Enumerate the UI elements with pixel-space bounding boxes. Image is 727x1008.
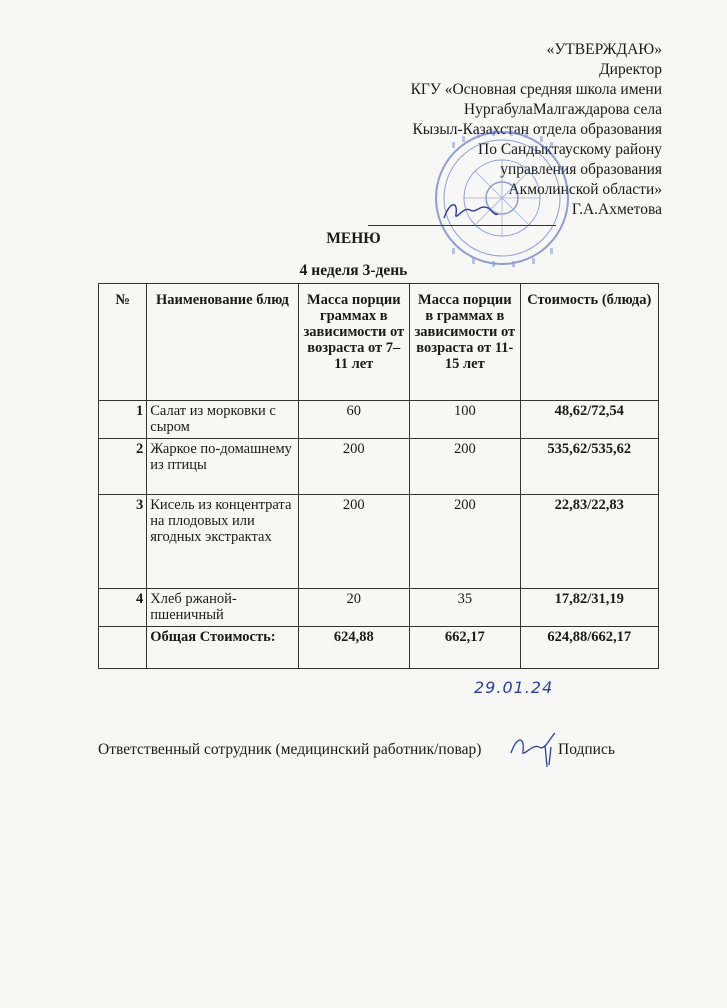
dish-name: Жаркое по-домашнему из птицы <box>147 439 298 495</box>
approval-line: Директор <box>599 61 662 78</box>
approval-line: НургабулаМалгаждарова села <box>463 101 662 118</box>
table-total-row <box>99 627 659 669</box>
row-number: 1 <box>99 401 147 439</box>
total-number-cell <box>99 627 147 669</box>
handwritten-date: 29.01.24 <box>474 678 554 697</box>
mass-7-11: 200 <box>298 495 410 589</box>
mass-11-15: 200 <box>410 439 520 495</box>
total-cost: 624,88/662,17 <box>520 627 658 669</box>
total-mass-7-11: 624,88 <box>298 627 410 669</box>
mass-7-11: 200 <box>298 439 410 495</box>
signature-label: Подпись <box>558 741 615 758</box>
dish-name: Хлеб ржаной-пшеничный <box>147 589 298 627</box>
mass-11-15: 35 <box>410 589 520 627</box>
menu-subtitle: 4 неделя 3-день <box>299 262 408 279</box>
mass-7-11: 60 <box>298 401 410 439</box>
total-mass-11-15: 662,17 <box>410 627 520 669</box>
table-row <box>99 589 659 627</box>
table-row <box>99 439 659 495</box>
menu-table <box>98 283 659 669</box>
row-number: 3 <box>99 495 147 589</box>
column-header-cost: Стоимость (блюда) <box>520 284 658 401</box>
dish-cost: 22,83/22,83 <box>520 495 658 589</box>
dish-name: Салат из морковки с сыром <box>147 401 298 439</box>
approval-line: Акмолинской области» <box>508 181 662 198</box>
menu-title: МЕНЮ <box>326 230 381 247</box>
approval-line: «УТВЕРЖДАЮ» <box>546 41 662 58</box>
table-row <box>99 401 659 439</box>
total-label: Общая Стоимость: <box>147 627 298 669</box>
approval-line: Кызыл-Казахстан отдела образования <box>412 121 662 138</box>
director-signature-icon <box>440 196 500 226</box>
footer <box>98 741 615 759</box>
mass-11-15: 100 <box>410 401 520 439</box>
cook-signature-icon <box>505 725 565 770</box>
dish-name: Кисель из концентрата на плодовых или ягодных экстрактах <box>147 495 298 589</box>
approval-line: КГУ «Основная средняя школа имени <box>410 81 662 98</box>
row-number: 4 <box>99 589 147 627</box>
approval-line: По Сандыктаускому району <box>478 141 662 158</box>
director-name: Г.А.Ахметова <box>571 201 662 218</box>
table-row <box>99 495 659 589</box>
approval-line: управления образования <box>500 161 662 178</box>
row-number: 2 <box>99 439 147 495</box>
responsible-person-label: Ответственный сотрудник (медицинский работник/повар) <box>98 741 482 758</box>
column-header-mass-11-15: Масса порции в граммах в зависимости от возраста от 11-15 лет <box>410 284 520 401</box>
mass-7-11: 20 <box>298 589 410 627</box>
dish-cost: 535,62/535,62 <box>520 439 658 495</box>
dish-cost: 17,82/31,19 <box>520 589 658 627</box>
mass-11-15: 200 <box>410 495 520 589</box>
dish-cost: 48,62/72,54 <box>520 401 658 439</box>
column-header-number: № <box>99 284 147 401</box>
column-header-dish: Наименование блюд <box>147 284 298 401</box>
column-header-mass-7-11: Масса порции граммах в зависимости от возраста от 7–11 лет <box>298 284 410 401</box>
table-header-row <box>99 284 659 401</box>
